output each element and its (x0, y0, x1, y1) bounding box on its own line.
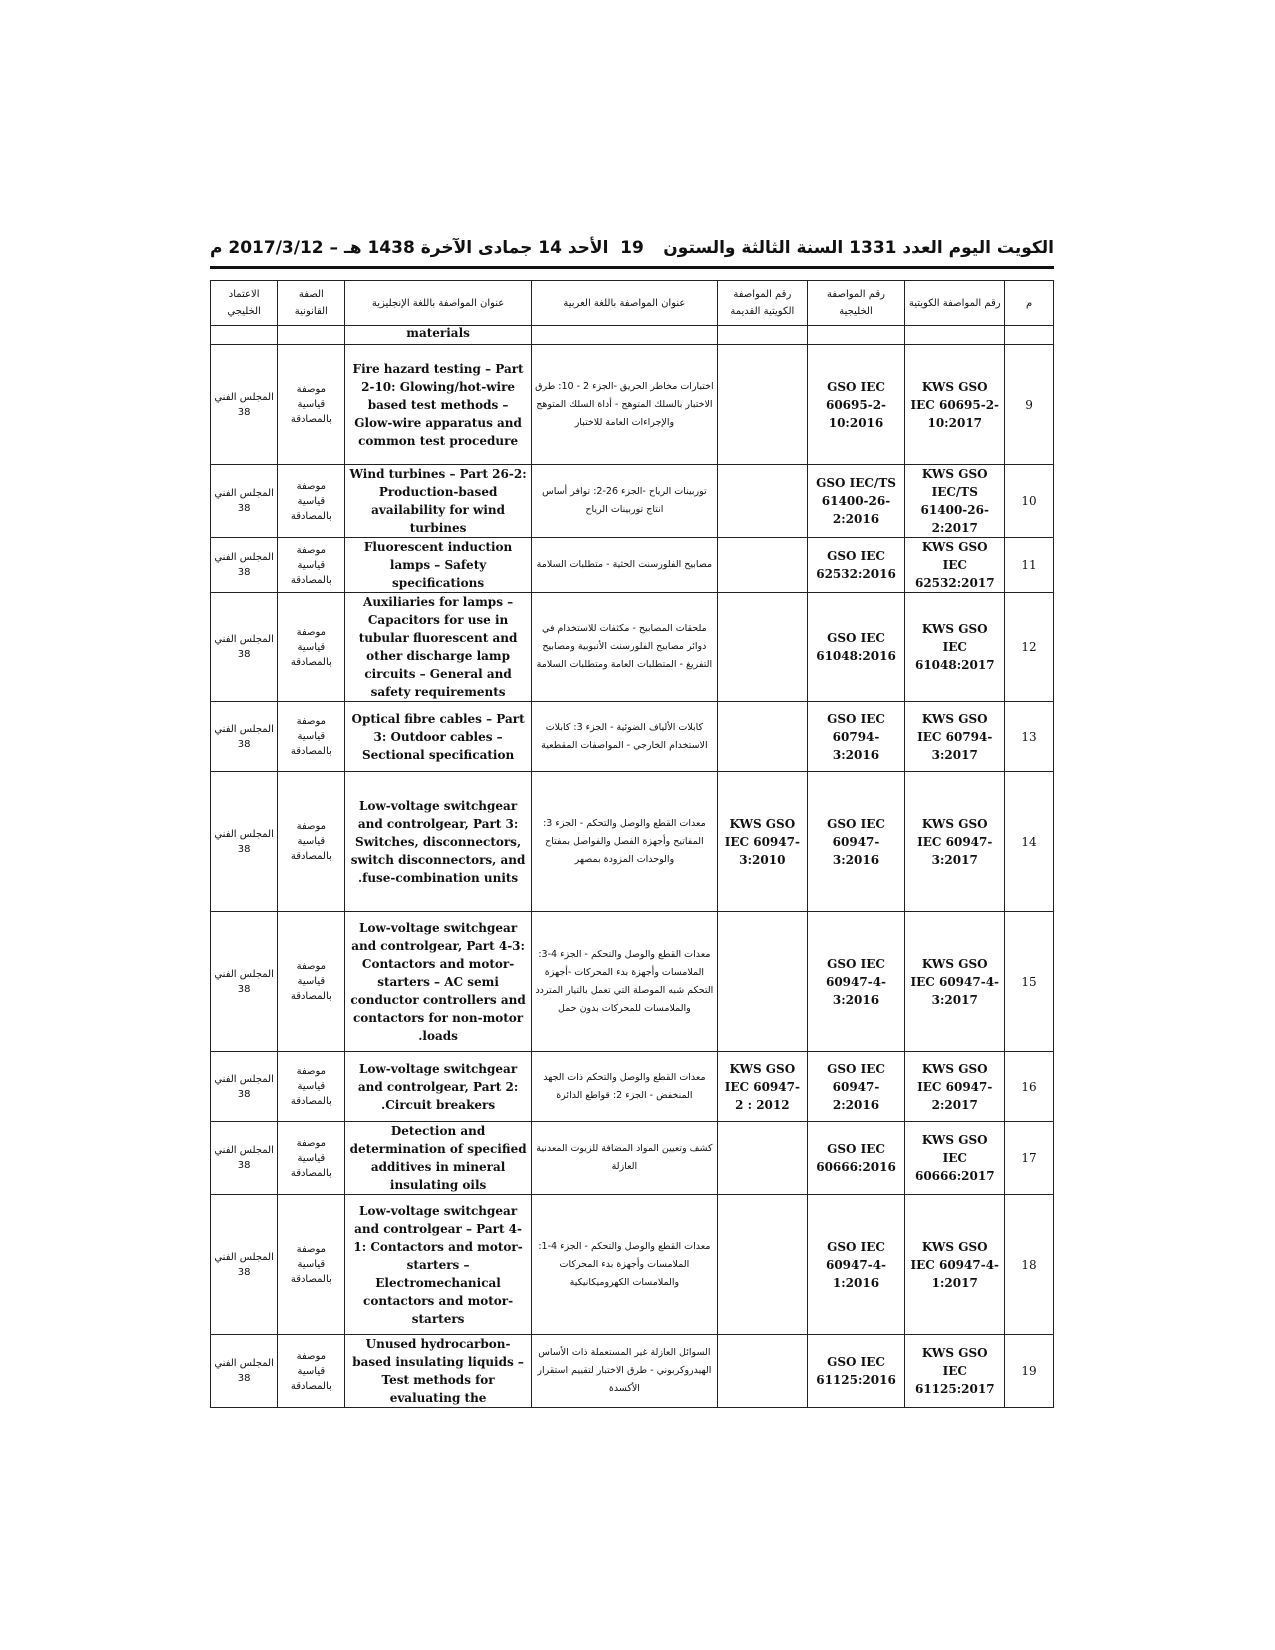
table-row (211, 465, 1054, 538)
kws-code: KWS GSO IEC 60794-3:2017 (905, 702, 1005, 772)
page-header (210, 238, 1054, 266)
row-number: 13 (1005, 702, 1054, 772)
old-kws-code (718, 593, 808, 702)
table-row (211, 702, 1054, 772)
row-number: 9 (1005, 345, 1054, 465)
old-kws-code (718, 702, 808, 772)
gso-code: GSO IEC 61125:2016 (807, 1335, 905, 1408)
continuation-text: materials (345, 326, 531, 345)
gulf-approval: المجلس الفني 38 (211, 1335, 278, 1408)
gso-code: GSO IEC 60947-2:2016 (807, 1052, 905, 1122)
old-kws-code (718, 1335, 808, 1408)
gulf-approval: المجلس الفني 38 (211, 465, 278, 538)
gulf-approval: المجلس الفني 38 (211, 345, 278, 465)
arabic-title: معدات القطع والوصل والتحكم ذات الجهد المنخفض - الجزء 2: قواطع الدائرة (531, 1052, 717, 1122)
col-gulf-approval-header: الاعتماد الخليجي (211, 281, 278, 326)
gso-code: GSO IEC 60947-3:2016 (807, 772, 905, 912)
arabic-title: ملحقات المصابيح - مكثفات للاستخدام في دوائر مصابيح الفلورسنت الأنبوبية ومصابيح التفريغ - المتطلبات العامة ومتطلبات السلامة (531, 593, 717, 702)
col-legal-status-header: الصفة القانونية (278, 281, 345, 326)
gulf-approval: المجلس الفني 38 (211, 702, 278, 772)
arabic-title: معدات القطع والوصل والتحكم - الجزء 3: المفاتيح وأجهزة الفصل والفواصل بمفتاح والوحدات المزودة بمصهر (531, 772, 717, 912)
gso-code: GSO IEC 62532:2016 (807, 538, 905, 593)
row-number: 14 (1005, 772, 1054, 912)
header-rule (210, 266, 1054, 269)
gulf-approval: المجلس الفني 38 (211, 1052, 278, 1122)
english-title: Wind turbines – Part 26-2: Production-based availability for wind turbines (345, 465, 531, 538)
table-body (211, 326, 1054, 1408)
old-kws-code: KWS GSO IEC 60947-3:2010 (718, 772, 808, 912)
row-number: 15 (1005, 912, 1054, 1052)
old-kws-code (718, 912, 808, 1052)
row-number: 12 (1005, 593, 1054, 702)
old-kws-code (718, 1122, 808, 1195)
legal-status: موصفة قياسية بالمصادقة (278, 593, 345, 702)
old-kws-code: KWS GSO IEC 60947-2 : 2012 (718, 1052, 808, 1122)
legal-status: موصفة قياسية بالمصادقة (278, 702, 345, 772)
standards-table (210, 280, 1054, 1408)
english-title: Auxiliaries for lamps – Capacitors for use in tubular fluorescent and other discharge lamp circuits – General and safety requirements (345, 593, 531, 702)
old-kws-code (718, 465, 808, 538)
arabic-title: كابلات الألياف الضوئية - الجزء 3: كابلات الاستخدام الخارجي - المواصفات المقطعية (531, 702, 717, 772)
col-no-header: م (1005, 281, 1054, 326)
row-number: 17 (1005, 1122, 1054, 1195)
english-title: Optical fibre cables – Part 3: Outdoor cables – Sectional specification (345, 702, 531, 772)
row-number: 10 (1005, 465, 1054, 538)
gso-code: GSO IEC 60666:2016 (807, 1122, 905, 1195)
gulf-approval: المجلس الفني 38 (211, 1195, 278, 1335)
row-number: 19 (1005, 1335, 1054, 1408)
legal-status: موصفة قياسية بالمصادقة (278, 912, 345, 1052)
legal-status: موصفة قياسية بالمصادقة (278, 465, 345, 538)
gulf-approval: المجلس الفني 38 (211, 1122, 278, 1195)
gulf-approval: المجلس الفني 38 (211, 593, 278, 702)
table-row (211, 593, 1054, 702)
table-row (211, 1195, 1054, 1335)
table-row (211, 912, 1054, 1052)
kws-code: KWS GSO IEC 60947-4-3:2017 (905, 912, 1005, 1052)
legal-status: موصفة قياسية بالمصادقة (278, 1195, 345, 1335)
col-english-title-header: عنوان المواصفة باللغة الإنجليزية (345, 281, 531, 326)
table-row (211, 1052, 1054, 1122)
legal-status: موصفة قياسية بالمصادقة (278, 538, 345, 593)
kws-code: KWS GSO IEC 62532:2017 (905, 538, 1005, 593)
english-title: Low-voltage switchgear and controlgear – Part 4-1: Contactors and motor-starters – Electromechanical contactors and motor-starters (345, 1195, 531, 1335)
gulf-approval: المجلس الفني 38 (211, 772, 278, 912)
row-number: 18 (1005, 1195, 1054, 1335)
col-arabic-title-header: عنوان المواصفة باللغة العربية (531, 281, 717, 326)
gso-code: GSO IEC 60947-4-3:2016 (807, 912, 905, 1052)
kws-code: KWS GSO IEC 60947-2:2017 (905, 1052, 1005, 1122)
row-number: 11 (1005, 538, 1054, 593)
gso-code: GSO IEC 60695-2-10:2016 (807, 345, 905, 465)
arabic-title: كشف وتعيين المواد المضافة للزيوت المعدنية العازلة (531, 1122, 717, 1195)
table-row (211, 1335, 1054, 1408)
arabic-title: توربينات الرياح -الجزء 26-2: توافر أساس انتاج توربينات الرياح (531, 465, 717, 538)
col-old-header: رقم المواصفة الكويتية القديمة (718, 281, 808, 326)
kws-code: KWS GSO IEC 60947-3:2017 (905, 772, 1005, 912)
english-title: Fluorescent induction lamps – Safety specifications (345, 538, 531, 593)
col-gso-header: رقم المواصفة الخليجية (807, 281, 905, 326)
gulf-approval: المجلس الفني 38 (211, 912, 278, 1052)
arabic-title: معدات القطع والوصل والتحكم - الجزء 4-3: الملامسات وأجهزة بدء المحركات -أجهزة التحكم شبه الموصلة التي تعمل بالتيار المتردد والملامسات للمحركات بدون حمل (531, 912, 717, 1052)
legal-status: موصفة قياسية بالمصادقة (278, 772, 345, 912)
kws-code: KWS GSO IEC/TS 61400-26-2:2017 (905, 465, 1005, 538)
gulf-approval: المجلس الفني 38 (211, 538, 278, 593)
kws-code: KWS GSO IEC 61048:2017 (905, 593, 1005, 702)
kws-code: KWS GSO IEC 60947-4-1:2017 (905, 1195, 1005, 1335)
legal-status: موصفة قياسية بالمصادقة (278, 1052, 345, 1122)
english-title: Detection and determination of specified additives in mineral insulating oils (345, 1122, 531, 1195)
issue-info: الكويت اليوم العدد 1331 السنة الثالثة والستون (663, 238, 1054, 258)
old-kws-code (718, 538, 808, 593)
table-header-row (211, 281, 1054, 326)
english-title: Low-voltage switchgear and controlgear, Part 2: Circuit breakers. (345, 1052, 531, 1122)
arabic-title: اختبارات مخاطر الحريق -الجزء 2 - 10: طرق الاختبار بالسلك المتوهج - أداة السلك المتوهج والإجراءات العامة للاختبار (531, 345, 717, 465)
gso-code: GSO IEC 60794-3:2016 (807, 702, 905, 772)
english-title: Unused hydrocarbon-based insulating liquids – Test methods for evaluating the (345, 1335, 531, 1408)
arabic-title: مصابيح الفلورسنت الحثية - متطلبات السلامة (531, 538, 717, 593)
gso-code: GSO IEC/TS 61400-26-2:2016 (807, 465, 905, 538)
kws-code: KWS GSO IEC 61125:2017 (905, 1335, 1005, 1408)
english-title: Low-voltage switchgear and controlgear, Part 4-3: Contactors and motor-starters – AC semi conductor controllers and contactors for non-motor loads. (345, 912, 531, 1052)
kws-code: KWS GSO IEC 60695-2-10:2017 (905, 345, 1005, 465)
issue-date: الأحد 14 جمادى الآخرة 1438 هـ – 2017/3/12 م (210, 238, 609, 258)
table-row (211, 538, 1054, 593)
old-kws-code (718, 345, 808, 465)
legal-status: موصفة قياسية بالمصادقة (278, 1335, 345, 1408)
arabic-title: معدات القطع والوصل والتحكم - الجزء 4-1: الملامسات وأجهزة بدء المحركات والملامسات الكهروميكانيكية (531, 1195, 717, 1335)
legal-status: موصفة قياسية بالمصادقة (278, 345, 345, 465)
gso-code: GSO IEC 60947-4-1:2016 (807, 1195, 905, 1335)
table-row (211, 1122, 1054, 1195)
table-row (211, 345, 1054, 465)
page-number: 19 (620, 238, 644, 258)
old-kws-code (718, 1195, 808, 1335)
english-title: Fire hazard testing – Part 2-10: Glowing/hot-wire based test methods – Glow-wire apparatus and common test procedure (345, 345, 531, 465)
arabic-title: السوائل العازلة غير المستعملة ذات الأساس الهيدروكربوني - طرق الاختبار لتقييم استقرار الأكسدة (531, 1335, 717, 1408)
gso-code: GSO IEC 61048:2016 (807, 593, 905, 702)
col-kws-header: رقم المواصفة الكويتية (905, 281, 1005, 326)
table-row (211, 772, 1054, 912)
english-title: Low-voltage switchgear and controlgear, Part 3: Switches, disconnectors, switch disconnectors, and fuse-combination units. (345, 772, 531, 912)
continuation-row (211, 326, 1054, 345)
row-number: 16 (1005, 1052, 1054, 1122)
legal-status: موصفة قياسية بالمصادقة (278, 1122, 345, 1195)
kws-code: KWS GSO IEC 60666:2017 (905, 1122, 1005, 1195)
